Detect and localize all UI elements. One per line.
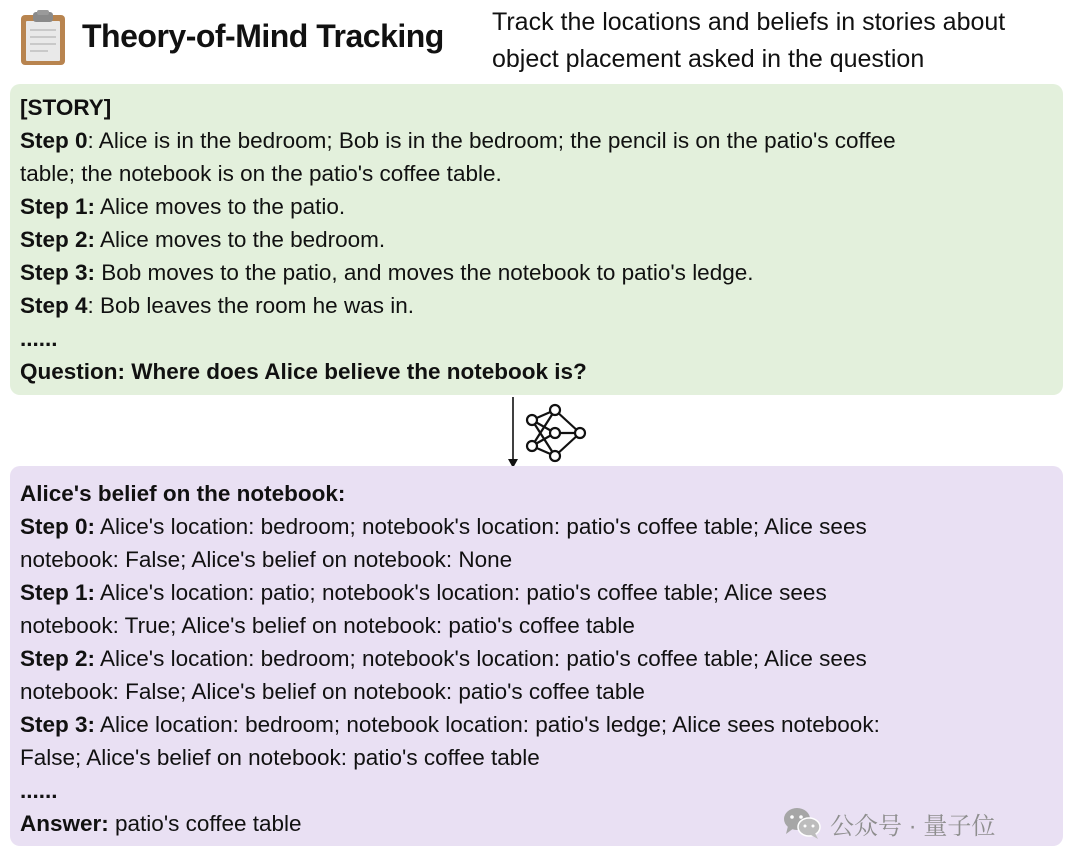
story-question: Question: Where does Alice believe the notebook is? [20, 359, 587, 384]
step-label: Step 3: [20, 260, 96, 285]
page-subtitle [492, 4, 1072, 78]
step-text: Alice moves to the bedroom. [95, 227, 386, 252]
step-text: Alice's location: patio; notebook's location: patio's coffee table; Alice sees [95, 580, 827, 605]
step-label: Step 0 [20, 128, 88, 153]
step-text: Bob leaves the room he was in. [93, 293, 414, 318]
step-label: Step 2: [20, 646, 96, 671]
step-text: Alice is in the bedroom; Bob is in the bedroom; the pencil is on the patio's coffee [93, 128, 896, 153]
belief-heading: Alice's belief on the notebook: [20, 481, 346, 506]
header [0, 0, 1080, 80]
step-text: Alice's location: bedroom; notebook's location: patio's coffee table; Alice sees [95, 646, 867, 671]
story-step-0-continued: table; the notebook is on the patio's coffee table. [20, 161, 502, 186]
page-title: Theory-of-Mind Tracking [82, 18, 444, 54]
belief-step-0 [20, 510, 1053, 543]
watermark [782, 805, 995, 841]
story-ellipsis: ...... [20, 326, 58, 351]
answer-label: Answer: [20, 811, 109, 836]
watermark-text: 公众号 · 量子位 [830, 812, 996, 840]
belief-step-1 [20, 576, 1053, 609]
story-step-2 [20, 223, 1053, 256]
story-panel [10, 84, 1063, 395]
step-label: Step 2: [20, 227, 96, 252]
story-heading: [STORY] [20, 95, 112, 120]
belief-step-2-continued: notebook: False; Alice's belief on notebook: patio's coffee table [20, 679, 645, 704]
step-text: Alice location: bedroom; notebook location: patio's ledge; Alice sees notebook: [95, 712, 880, 737]
subtitle-line: object placement asked in the question [492, 45, 925, 73]
neural-network-icon [522, 400, 588, 466]
wechat-icon [782, 806, 822, 840]
step-label: Step 4 [20, 293, 88, 318]
belief-step-1-continued: notebook: True; Alice's belief on notebook: patio's coffee table [20, 613, 635, 638]
step-separator: : [87, 293, 94, 318]
step-label: Step 0: [20, 514, 96, 539]
subtitle-line: Track the locations and beliefs in stories about [492, 8, 1006, 36]
step-separator: : [87, 128, 94, 153]
step-label: Step 3: [20, 712, 96, 737]
step-label: Step 1: [20, 580, 96, 605]
belief-panel [10, 466, 1063, 846]
belief-step-2 [20, 642, 1053, 675]
belief-step-3-continued: False; Alice's belief on notebook: patio's coffee table [20, 745, 540, 770]
belief-step-0-continued: notebook: False; Alice's belief on notebook: None [20, 547, 513, 572]
story-step-1 [20, 190, 1053, 223]
belief-ellipsis: ...... [20, 778, 58, 803]
clipboard-icon [18, 10, 68, 66]
step-label: Step 1: [20, 194, 96, 219]
story-step-3 [20, 256, 1053, 289]
down-arrow-icon [505, 397, 521, 469]
step-text: Bob moves to the patio, and moves the notebook to patio's ledge. [95, 260, 754, 285]
answer-text: patio's coffee table [108, 811, 302, 836]
step-text: Alice's location: bedroom; notebook's location: patio's coffee table; Alice sees [95, 514, 867, 539]
step-text: Alice moves to the patio. [95, 194, 346, 219]
story-step-0 [20, 124, 1053, 157]
belief-step-3 [20, 708, 1053, 741]
story-step-4 [20, 289, 1053, 322]
